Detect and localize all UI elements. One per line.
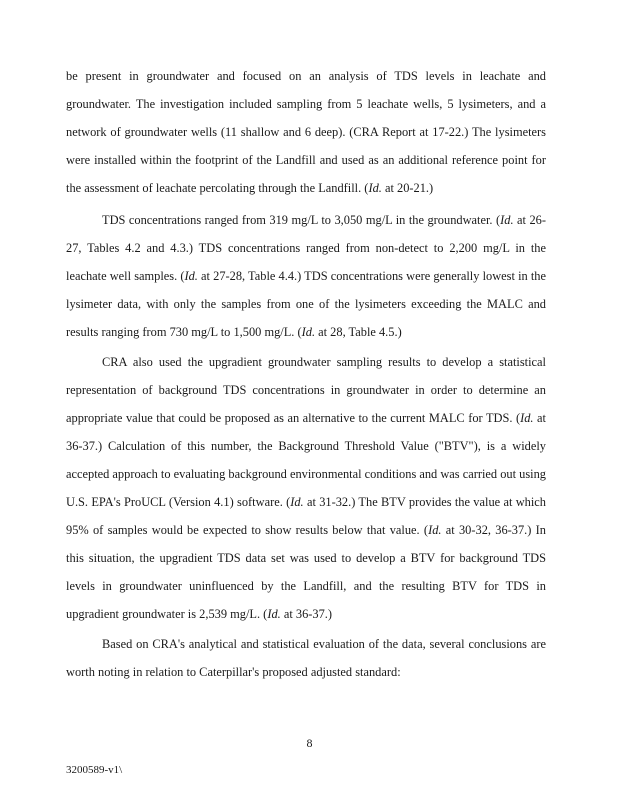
paragraph-continuation xyxy=(66,62,546,202)
p3-citation-4: Id. xyxy=(267,607,281,621)
p1-text-1: be present in groundwater and focused on an analysis of TDS levels in leachate and groundwater. The investigation included sampling from 5 leachate wells, 5 lysimeters, and a network of groundwater wells (11 shallow and 6 deep). (CRA Report at 17-22.) The lysimeters were installed within the footprint of the Landfill and used as an additional reference point for the assessment of leachate percolating through the Landfill. ( xyxy=(66,69,546,195)
paragraph-cra-btv xyxy=(66,348,546,628)
page-number: 8 xyxy=(306,736,313,750)
paragraph-tds-concentrations xyxy=(66,206,546,346)
document-id: 3200589-v1\ xyxy=(66,764,123,776)
p2-citation-3: Id. xyxy=(301,325,316,339)
p3-text-3: at 31-32.) The BTV provides the value at which 95% of samples would be expected to show results below that value. ( xyxy=(66,495,546,537)
p2-citation-2: Id. xyxy=(184,269,198,283)
p3-text-5: at 36-37.) xyxy=(280,607,333,621)
paragraph-3 xyxy=(66,348,546,628)
p3-text-4: at 30-32, 36-37.) In this situation, the upgradient TDS data set was used to develop a BTV for background TDS levels in groundwater uninfluenced by the Landfill, and the resulting BTV for TDS in upgradient groundwater is 2,539 mg/L. ( xyxy=(66,523,546,621)
paragraph-1 xyxy=(66,62,546,202)
p3-text-2: at 36-37.) Calculation of this number, the Background Threshold Value ("BTV"), is a widely accepted approach to evaluating background environmental conditions and was carried out using U.S. EPA's ProUCL (Version 4.1) software. ( xyxy=(66,411,546,509)
p3-text-1: CRA also used the upgradient groundwater sampling results to develop a statistical representation of background TDS concentrations in groundwater in order to determine an appropriate value that could be proposed as an alternative to the current MALC for TDS. ( xyxy=(66,355,546,425)
p2-text-4: at 28, Table 4.5.) xyxy=(315,325,402,339)
p2-text-2: at 26-27, Tables 4.2 and 4.3.) TDS concentrations ranged from non-detect to 2,200 mg/L in the leachate well samples. ( xyxy=(66,213,547,283)
paragraph-2 xyxy=(66,206,546,346)
p2-text-3: at 27-28, Table 4.4.) TDS concentrations were generally lowest in the lysimeter data, with only the samples from one of the lysimeters exceeding the MALC and results ranging from 730 mg/L to 1,500 mg/L. ( xyxy=(66,269,546,339)
paragraph-conclusions xyxy=(66,630,546,686)
p3-citation-1: Id. xyxy=(520,411,534,425)
p1-citation-1: Id. xyxy=(368,181,382,195)
p3-citation-3: Id. xyxy=(428,523,442,537)
p2-text-1: TDS concentrations ranged from 319 mg/L to 3,050 mg/L in the groundwater. ( xyxy=(102,213,501,227)
p2-citation-1: Id. xyxy=(500,213,514,227)
p1-text-2: at 20-21.) xyxy=(381,181,434,195)
p3-citation-2: Id. xyxy=(290,495,304,509)
paragraph-4 xyxy=(66,630,546,686)
p4-text-1: Based on CRA's analytical and statistical evaluation of the data, several conclusions are worth noting in relation to Caterpillar's proposed adjusted standard: xyxy=(66,637,546,679)
